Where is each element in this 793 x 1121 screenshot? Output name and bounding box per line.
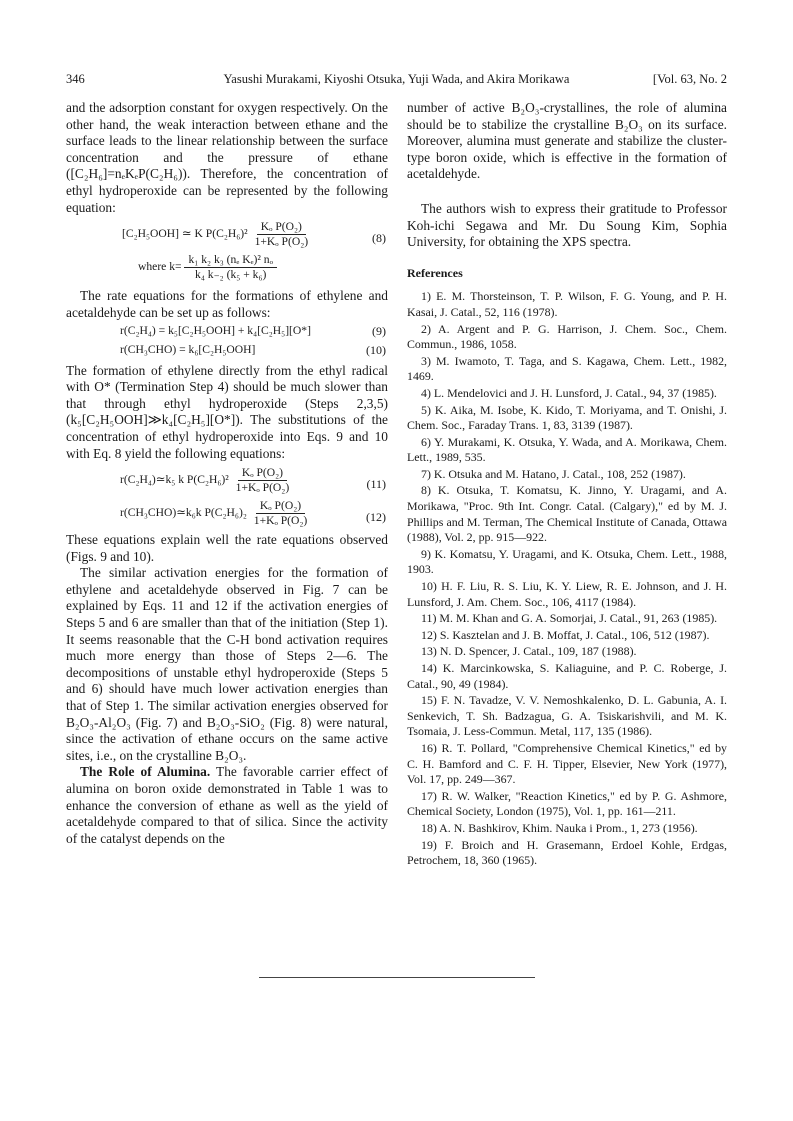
paragraph: These equations explain well the rate equations observed (Figs. 9 and 10). xyxy=(66,532,388,564)
equation-fraction xyxy=(251,220,313,249)
fraction-numerator: Kₒ P(O₂) xyxy=(256,499,305,514)
equation-9 xyxy=(66,323,388,340)
equation-body: r(C₂H₄) = k₅[C₂H₅OOH] + k₄[C₂H₅][O*] xyxy=(120,324,311,338)
equation-number: (8) xyxy=(372,231,386,246)
equation-number: (10) xyxy=(366,342,386,357)
reference-item: 6) Y. Murakami, K. Otsuka, Y. Wada, and A. Morikawa, Chem. Lett., 1989, 535. xyxy=(407,434,727,465)
section-runin-heading: The Role of Alumina. xyxy=(80,764,211,780)
paragraph xyxy=(66,764,388,847)
references-heading: References xyxy=(407,265,463,280)
equation-number: (9) xyxy=(372,324,386,339)
paragraph-body: The favorable carrier effect of alumina on boron oxide demonstrated in Table 1 was to enhance the conversion of ethane as well as the yield of acetaldehyde compared to that of silica. Since the activity of the catalyst depends on the xyxy=(66,764,388,846)
equation-fraction xyxy=(184,253,276,282)
equation-lhs: where k= xyxy=(138,260,182,274)
reference-item: 11) M. M. Khan and G. A. Somorjai, J. Catal., 91, 263 (1985). xyxy=(421,611,718,626)
equation-body: r(CH₃CHO) = k₆[C₂H₅OOH] xyxy=(120,342,256,356)
paragraph: The rate equations for the formations of ethylene and acetaldehyde can be set up as follows: xyxy=(66,288,388,320)
reference-list xyxy=(407,289,727,868)
reference-item: 17) R. W. Walker, "Reaction Kinetics," ed by P. G. Ashmore, Chemical Society, London (1975), Vol. 1, pp. 161—211. xyxy=(407,788,727,819)
reference-item: 16) R. T. Pollard, "Comprehensive Chemical Kinetics," ed by C. H. Bamford and C. F. H. Tipper, Elsevier, New York (1977), Vol. 17, pp. 249—367. xyxy=(407,740,727,787)
equation-lhs: r(C₂H₄)≃k₅ k P(C₂H₆)² xyxy=(120,473,229,487)
paragraph: number of active B₂O₃-crystallines, the role of alumina should be to stabilize the crystalline B₂O₃ on its surface. Moreover, alumina must generate and stabilize the cluster-type boron oxide, which is effective in the formation of acetaldehyde. xyxy=(407,100,727,182)
left-column xyxy=(66,100,388,847)
equation-10 xyxy=(66,342,388,359)
paragraph: The formation of ethylene directly from the ethyl radical with O* (Termination Step 4) should be much slower than that through ethyl hydroperoxide (Steps 2,3,5)(k₅[C₂H₅OOH]≫k₄[C₂H₅][O*]). The substitutions of the concentration of ethyl hydroperoxide into Eqs. 9 and 10 with Eq. 8 yield the following equations: xyxy=(66,362,388,461)
fraction-denominator: 1+Kₒ P(O₂) xyxy=(253,514,308,528)
reference-item: 8) K. Otsuka, T. Komatsu, K. Jinno, Y. Uragami, and A. Morikawa, "Proc. 9th Int. Congr. Catal. (Calgary)," ed by M. J. Phillips and M. Terman, The Chemical Institute of Canada, Ottawa (1988), Vol. 2, pp. 915—922. xyxy=(407,483,727,545)
equation-fraction xyxy=(232,466,294,495)
paragraph: The similar activation energies for the formation of ethylene and acetaldehyde observed in Fig. 7 can be explained by Eqs. 11 and 12 if the activation energies of Steps 5 and 6 are smaller than that of the initiation (Step 1). It seems reasonable that the C-H bond activation requires much more energy than those of Steps 2—6. The decompositions of unstable ethyl hydroperoxide (Steps 5 and 6) should have much lower activation energies than that of Step 1. The similar activation energies observed for B₂O₃-Al₂O₃ (Fig. 7) and B₂O₃-SiO₂ (Fig. 8) were natural, since the activation of ethane occurs on the same active sites, i.e., on the crystalline B₂O₃. xyxy=(66,565,388,763)
header-volume: [Vol. 63, No. 2 xyxy=(652,72,727,86)
reference-item: 10) H. F. Liu, R. S. Liu, K. Y. Liew, R. E. Johnson, and J. H. Lunsford, J. Am. Chem. Soc., 106, 4117 (1984). xyxy=(407,579,727,609)
header-authors: Yasushi Murakami, Kiyoshi Otsuka, Yuji Wada, and Akira Morikawa xyxy=(223,72,570,86)
equation-lhs: r(CH₃CHO)≃k₆k P(C₂H₆)₂ xyxy=(120,506,247,520)
reference-item: 4) L. Mendelovici and J. H. Lunsford, J. Catal., 94, 37 (1985). xyxy=(421,385,717,400)
reference-item: 2) A. Argent and P. G. Harrison, J. Chem. Soc., Chem. Commun., 1986, 1058. xyxy=(407,321,727,352)
reference-item: 3) M. Iwamoto, T. Taga, and S. Kagawa, Chem. Lett., 1982, 1469. xyxy=(407,353,727,384)
reference-item: 5) K. Aika, M. Isobe, K. Kido, T. Moriyama, and T. Onishi, J. Chem. Soc., Faraday Trans. 1, 83, 3139 (1987). xyxy=(407,402,727,433)
fraction-denominator: k₄ k₋₂ (k₅ + k₆) xyxy=(195,268,267,282)
acknowledgment: The authors wish to express their gratitude to Professor Koh-ichi Segawa and Mr. Du Soung Kim, Sophia University, for obtaining the XPS spectra. xyxy=(407,200,727,250)
reference-item: 14) K. Marcinkowska, S. Kaliaguine, and P. C. Roberge, J. Catal., 90, 49 (1984). xyxy=(407,661,727,691)
fraction-denominator: 1+Kₒ P(O₂) xyxy=(254,235,309,249)
running-header xyxy=(66,72,727,90)
paragraph: and the adsorption constant for oxygen respectively. On the other hand, the weak interaction between ethane and the surface leads to the linear relationship between the surface concentration and the pressure of ethane ([C₂H₆]=nₑKₑP(C₂H₆)). Therefore, the concentration of ethyl hydroperoxide can be represented by the following equation: xyxy=(66,100,388,215)
equation-fraction xyxy=(250,499,312,528)
reference-item: 9) K. Komatsu, Y. Uragami, and K. Otsuka, Chem. Lett., 1988, 1903. xyxy=(407,546,727,577)
fraction-denominator: 1+Kₒ P(O₂) xyxy=(235,481,290,495)
right-column xyxy=(407,100,727,870)
equation-lhs: [C₂H₅OOH] ≃ K P(C₂H₆)² xyxy=(122,227,248,241)
reference-item: 7) K. Otsuka and M. Hatano, J. Catal., 108, 252 (1987). xyxy=(421,466,686,481)
reference-item: 18) A. N. Bashkirov, Khim. Nauka i Prom., 1, 273 (1956). xyxy=(421,820,698,835)
fraction-numerator: Kₒ P(O₂) xyxy=(238,466,287,481)
equation-number: (11) xyxy=(366,477,386,492)
fraction-numerator: Kₒ P(O₂) xyxy=(257,220,306,235)
reference-item: 12) S. Kasztelan and J. B. Moffat, J. Catal., 106, 512 (1987). xyxy=(421,627,710,642)
equation-number: (12) xyxy=(366,510,386,525)
reference-item: 1) E. M. Thorsteinson, T. P. Wilson, F. G. Young, and P. H. Kasai, J. Catal., 52, 116 (1978). xyxy=(407,289,727,319)
reference-item: 13) N. D. Spencer, J. Catal., 109, 187 (1988). xyxy=(421,644,637,659)
equation-11 xyxy=(66,466,388,495)
page-number: 346 xyxy=(66,72,85,86)
equation-8 xyxy=(66,220,388,249)
end-rule xyxy=(259,977,535,978)
fraction-numerator: k₁ k₂ k₃ (nₑ Kₑ)² nₒ xyxy=(184,253,276,268)
equation-where xyxy=(66,253,388,282)
reference-item: 15) F. N. Tavadze, V. V. Nemoshkalenko, D. L. Gabunia, A. I. Senkevich, T. Sh. Badzagua, G. A. Tsiskarishvili, and M. K. Tsomaia, J. Less-Commun. Metal, 117, 135 (1986). xyxy=(407,693,727,739)
reference-item: 19) F. Broich and H. Grasemann, Erdoel Kohle, Erdgas, Petrochem, 18, 360 (1965). xyxy=(407,837,727,868)
equation-12 xyxy=(66,499,388,528)
